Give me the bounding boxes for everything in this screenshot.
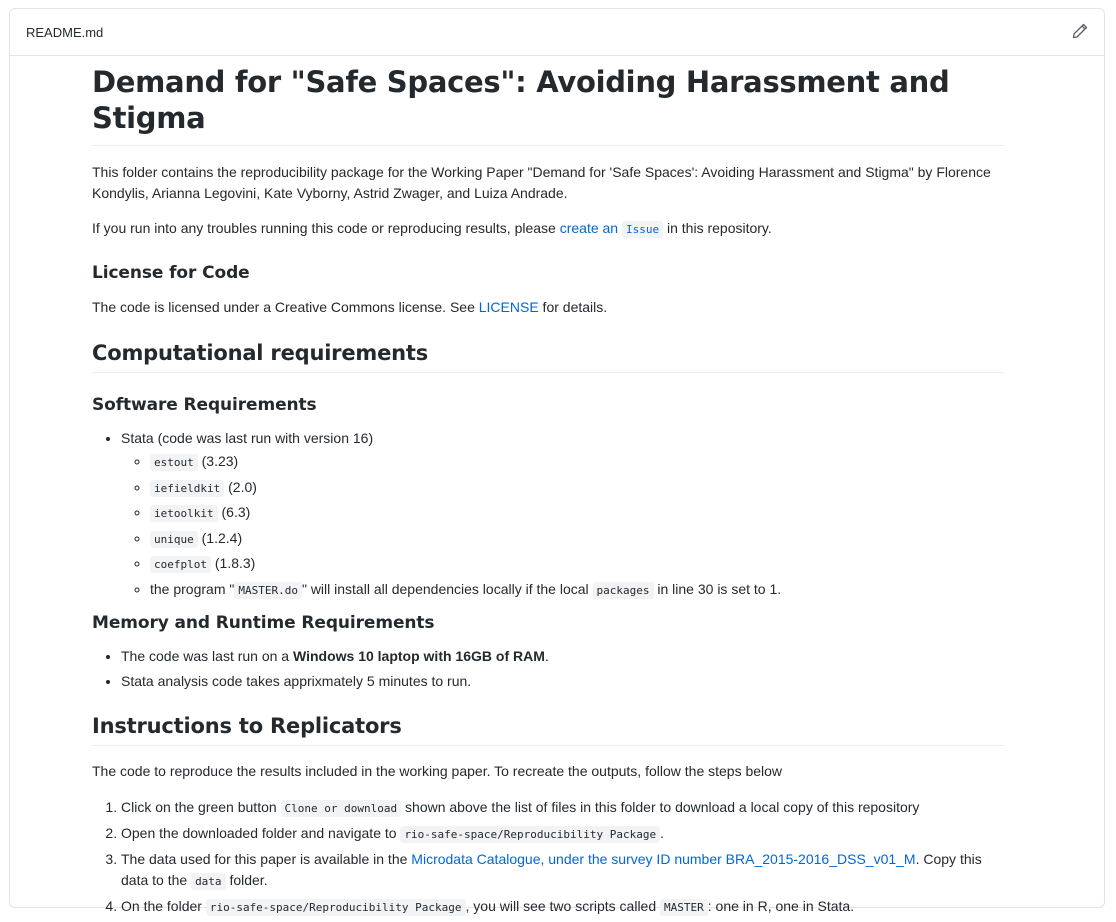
step-text: The data used for this paper is available in the (121, 850, 412, 867)
folder-code: rio-safe-space/Reproducibility Package (400, 826, 660, 843)
readme-body (92, 54, 1004, 922)
program-after: in line 30 is set to 1. (653, 580, 782, 597)
troubles-paragraph (92, 218, 1004, 240)
package-version: (6.3) (217, 504, 251, 520)
step-text: folder. (225, 871, 268, 888)
step-text: , you will see two scripts called (465, 897, 661, 914)
memory-after: . (544, 647, 549, 664)
list-item (150, 579, 1004, 601)
memory-heading: Memory and Runtime Requirements (92, 612, 435, 633)
memory-text: The code was last run on a (121, 647, 293, 664)
instructions-list (92, 797, 1004, 918)
list-item (150, 451, 1004, 473)
program-middle: " will install all dependencies locally if the local (301, 580, 593, 597)
file-name: README.md (26, 25, 104, 40)
step-text: Click on the green button (121, 798, 281, 815)
list-item (121, 896, 1004, 918)
package-list (121, 451, 1004, 601)
instructions-intro: The code to reproduce the results included in the working paper. To recreate the outputs, follow the steps below (92, 762, 783, 779)
package-code: iefieldkit (150, 480, 224, 497)
step-text: On the folder (121, 897, 206, 914)
troubles-text: If you run into any troubles running this code or reproducing results, please (92, 220, 560, 236)
microdata-catalogue-link[interactable]: Microdata Catalogue, under the survey ID number BRA_2015-2016_DSS_v01_M (411, 850, 916, 867)
list-item (121, 428, 1004, 601)
data-code: data (191, 873, 226, 890)
stata-text: Stata (code was last run with version 16) (121, 430, 374, 446)
master-code: MASTER (660, 899, 708, 916)
software-list (92, 428, 1004, 601)
list-item (121, 646, 1004, 667)
list-item (121, 671, 1004, 692)
license-paragraph (92, 297, 1004, 318)
intro-paragraph: This folder contains the reproducibility package for the Working Paper "Demand for 'Safe Spaces': Avoiding Harassment and Stigma" by Florence Kondylis, Arianna Legovini, Kate Vyborny, Astrid Zwager, and Luiza Andrade. (92, 164, 991, 201)
computational-requirements-heading: Computational requirements (92, 339, 1004, 373)
software-heading: Software Requirements (92, 395, 317, 415)
list-item (121, 849, 1004, 892)
troubles-after: in this repository. (663, 220, 772, 236)
create-issue-link[interactable]: create an Issue (560, 220, 663, 236)
runtime-text: Stata analysis code takes apprixmately 5 minutes to run. (121, 672, 472, 689)
package-code: coefplot (150, 556, 211, 573)
package-version: (1.8.3) (210, 555, 256, 571)
clone-code: Clone or download (281, 800, 402, 817)
license-after: for details. (538, 299, 608, 315)
list-item (121, 797, 1004, 819)
list-item (150, 553, 1004, 575)
file-header (10, 9, 1104, 56)
list-item (121, 823, 1004, 845)
instructions-heading: Instructions to Replicators (92, 712, 1004, 746)
package-version: (2.0) (224, 478, 257, 495)
list-item (150, 477, 1004, 499)
step-text: shown above the list of files in this folder to download a local copy of this repository (401, 798, 920, 815)
license-text: The code is licensed under a Creative Commons license. See (92, 299, 479, 315)
list-item (150, 528, 1004, 550)
memory-list (92, 646, 1004, 692)
program-text: the program " (150, 580, 235, 597)
master-do-code: MASTER.do (234, 582, 302, 599)
package-code: unique (150, 531, 198, 548)
step-text: . Copy this data to the (121, 850, 982, 888)
issue-code: Issue (622, 221, 663, 238)
package-code: ietoolkit (150, 505, 218, 522)
pencil-icon[interactable] (1072, 23, 1090, 41)
folder-code: rio-safe-space/Reproducibility Package (206, 899, 466, 916)
package-version: (3.23) (197, 453, 239, 469)
package-version: (1.2.4) (197, 529, 243, 546)
license-link[interactable]: LICENSE (478, 299, 539, 315)
license-heading: License for Code (92, 263, 250, 283)
step-text: . (660, 824, 664, 841)
package-code: estout (150, 454, 198, 471)
list-item (150, 502, 1004, 524)
step-text: Open the downloaded folder and navigate to (121, 824, 401, 841)
page-title: Demand for "Safe Spaces": Avoiding Harassment and Stigma (92, 64, 1004, 146)
step-text: : one in R, one in Stata. (707, 897, 855, 914)
memory-bold: Windows 10 laptop with 16GB of RAM (293, 647, 545, 664)
packages-code: packages (593, 582, 654, 599)
